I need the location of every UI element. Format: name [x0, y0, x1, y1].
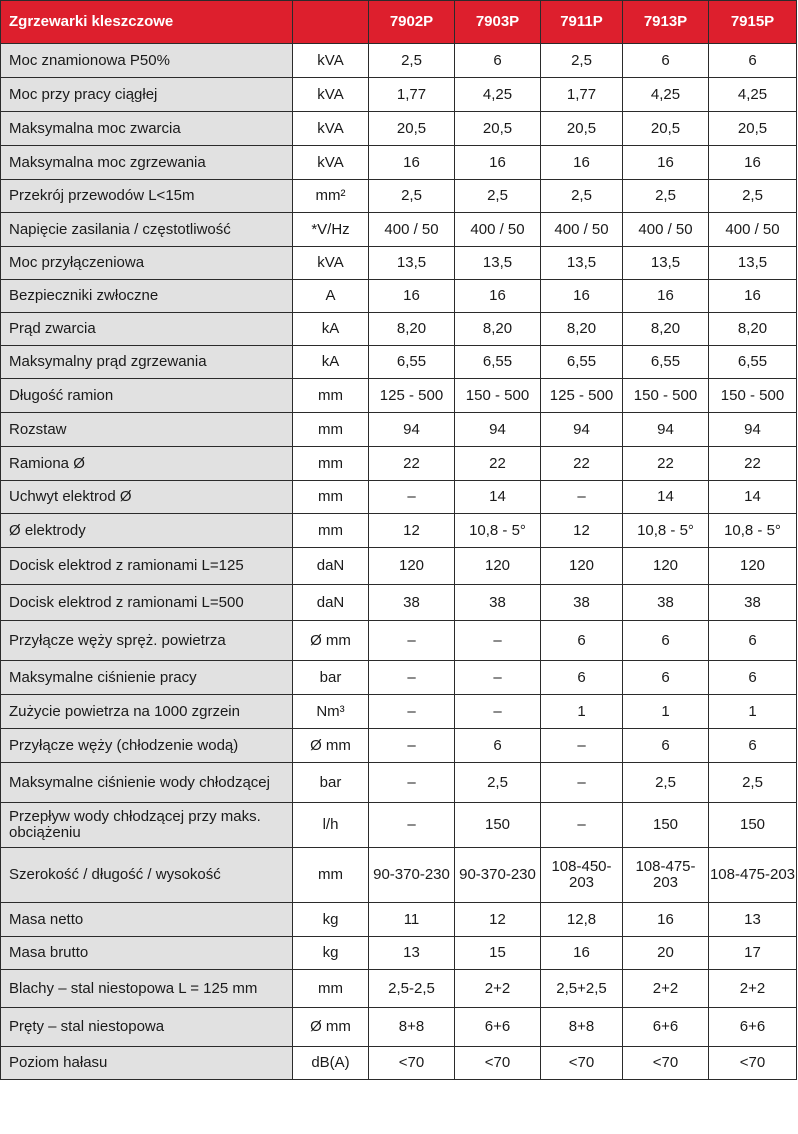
- table-row: [1, 903, 797, 937]
- value-cell: 2,5+2,5: [541, 970, 623, 1008]
- row-label: Zużycie powietrza na 1000 zgrzein: [1, 695, 293, 729]
- value-cell: –: [369, 481, 455, 514]
- value-cell: 20,5: [369, 112, 455, 146]
- value-cell: 2,5: [369, 180, 455, 213]
- row-unit: kA: [293, 313, 369, 346]
- value-cell: –: [541, 481, 623, 514]
- value-cell: 94: [455, 413, 541, 447]
- row-label: Moc znamionowa P50%: [1, 44, 293, 78]
- row-label: Bezpieczniki zwłoczne: [1, 280, 293, 313]
- row-unit: daN: [293, 548, 369, 585]
- value-cell: 16: [541, 937, 623, 970]
- value-cell: 150: [623, 803, 709, 848]
- model-header: 7902P: [369, 1, 455, 44]
- value-cell: 1,77: [541, 78, 623, 112]
- value-cell: 6,55: [709, 346, 797, 379]
- row-label: Docisk elektrod z ramionami L=125: [1, 548, 293, 585]
- value-cell: 6: [455, 729, 541, 763]
- value-cell: 22: [369, 447, 455, 481]
- value-cell: <70: [623, 1047, 709, 1080]
- value-cell: 6: [709, 729, 797, 763]
- row-unit: kVA: [293, 247, 369, 280]
- row-label: Poziom hałasu: [1, 1047, 293, 1080]
- value-cell: 8+8: [369, 1008, 455, 1047]
- table-row: [1, 313, 797, 346]
- value-cell: 12,8: [541, 903, 623, 937]
- value-cell: 12: [455, 903, 541, 937]
- value-cell: 6: [623, 44, 709, 78]
- value-cell: 17: [709, 937, 797, 970]
- unit-column-header: [293, 1, 369, 44]
- value-cell: 108-475-203: [709, 848, 797, 903]
- row-label: Przekrój przewodów L<15m: [1, 180, 293, 213]
- value-cell: 90-370-230: [455, 848, 541, 903]
- row-label: Napięcie zasilania / częstotliwość: [1, 213, 293, 247]
- value-cell: 6: [709, 661, 797, 695]
- value-cell: 16: [455, 146, 541, 180]
- table-row: [1, 803, 797, 848]
- table-row: [1, 1047, 797, 1080]
- value-cell: 16: [709, 280, 797, 313]
- value-cell: 90-370-230: [369, 848, 455, 903]
- row-unit: Nm³: [293, 695, 369, 729]
- value-cell: 16: [541, 280, 623, 313]
- value-cell: 14: [455, 481, 541, 514]
- value-cell: 16: [369, 280, 455, 313]
- value-cell: 150: [455, 803, 541, 848]
- row-unit: Ø mm: [293, 621, 369, 661]
- row-label: Maksymalne ciśnienie wody chłodzącej: [1, 763, 293, 803]
- value-cell: 16: [709, 146, 797, 180]
- value-cell: 6,55: [623, 346, 709, 379]
- value-cell: 4,25: [709, 78, 797, 112]
- value-cell: 22: [541, 447, 623, 481]
- row-unit: kVA: [293, 146, 369, 180]
- value-cell: 6: [541, 661, 623, 695]
- row-label: Rozstaw: [1, 413, 293, 447]
- row-label: Pręty – stal niestopowa: [1, 1008, 293, 1047]
- value-cell: 2,5: [541, 44, 623, 78]
- value-cell: 400 / 50: [709, 213, 797, 247]
- row-label: Blachy – stal niestopowa L = 125 mm: [1, 970, 293, 1008]
- table-row: [1, 695, 797, 729]
- row-unit: dB(A): [293, 1047, 369, 1080]
- value-cell: –: [369, 763, 455, 803]
- row-unit: bar: [293, 661, 369, 695]
- row-unit: kVA: [293, 112, 369, 146]
- row-label: Ø elektrody: [1, 514, 293, 548]
- value-cell: 400 / 50: [455, 213, 541, 247]
- row-label: Prąd zwarcia: [1, 313, 293, 346]
- table-row: [1, 379, 797, 413]
- value-cell: 11: [369, 903, 455, 937]
- value-cell: –: [369, 695, 455, 729]
- table-row: [1, 213, 797, 247]
- value-cell: –: [541, 729, 623, 763]
- value-cell: 400 / 50: [369, 213, 455, 247]
- model-header: 7915P: [709, 1, 797, 44]
- row-unit: kg: [293, 903, 369, 937]
- value-cell: 20: [623, 937, 709, 970]
- value-cell: 8,20: [455, 313, 541, 346]
- value-cell: 2,5-2,5: [369, 970, 455, 1008]
- value-cell: 13,5: [623, 247, 709, 280]
- row-label: Maksymalne ciśnienie pracy: [1, 661, 293, 695]
- value-cell: 16: [623, 146, 709, 180]
- value-cell: 6+6: [455, 1008, 541, 1047]
- row-label: Szerokość / długość / wysokość: [1, 848, 293, 903]
- header-row: [1, 1, 797, 44]
- row-unit: kA: [293, 346, 369, 379]
- value-cell: 1: [623, 695, 709, 729]
- value-cell: 2,5: [541, 180, 623, 213]
- value-cell: 38: [541, 585, 623, 621]
- value-cell: 16: [623, 903, 709, 937]
- row-unit: Ø mm: [293, 1008, 369, 1047]
- value-cell: 150: [709, 803, 797, 848]
- table-row: [1, 146, 797, 180]
- value-cell: 20,5: [709, 112, 797, 146]
- table-row: [1, 247, 797, 280]
- value-cell: 6: [455, 44, 541, 78]
- value-cell: 6+6: [623, 1008, 709, 1047]
- row-unit: kVA: [293, 78, 369, 112]
- value-cell: 13,5: [541, 247, 623, 280]
- table-row: [1, 180, 797, 213]
- value-cell: 6,55: [455, 346, 541, 379]
- row-unit: mm: [293, 481, 369, 514]
- row-label: Długość ramion: [1, 379, 293, 413]
- value-cell: 13,5: [455, 247, 541, 280]
- value-cell: 108-450-203: [541, 848, 623, 903]
- value-cell: 2,5: [709, 763, 797, 803]
- row-unit: kg: [293, 937, 369, 970]
- model-header: 7903P: [455, 1, 541, 44]
- row-unit: A: [293, 280, 369, 313]
- value-cell: 14: [709, 481, 797, 514]
- value-cell: –: [369, 621, 455, 661]
- value-cell: 6: [541, 621, 623, 661]
- value-cell: 6: [709, 44, 797, 78]
- value-cell: <70: [455, 1047, 541, 1080]
- value-cell: 6+6: [709, 1008, 797, 1047]
- value-cell: <70: [541, 1047, 623, 1080]
- row-unit: l/h: [293, 803, 369, 848]
- value-cell: 13: [709, 903, 797, 937]
- row-unit: mm: [293, 848, 369, 903]
- row-label: Masa brutto: [1, 937, 293, 970]
- row-unit: bar: [293, 763, 369, 803]
- row-label: Maksymalna moc zwarcia: [1, 112, 293, 146]
- value-cell: 150 - 500: [623, 379, 709, 413]
- row-label: Masa netto: [1, 903, 293, 937]
- value-cell: –: [369, 661, 455, 695]
- value-cell: 2,5: [455, 180, 541, 213]
- value-cell: 6,55: [541, 346, 623, 379]
- value-cell: 2,5: [623, 763, 709, 803]
- row-label: Moc przy pracy ciągłej: [1, 78, 293, 112]
- row-unit: mm²: [293, 180, 369, 213]
- value-cell: 10,8 - 5°: [455, 514, 541, 548]
- table-row: [1, 1008, 797, 1047]
- value-cell: 4,25: [623, 78, 709, 112]
- value-cell: –: [541, 803, 623, 848]
- table-row: [1, 447, 797, 481]
- value-cell: 16: [623, 280, 709, 313]
- value-cell: 400 / 50: [541, 213, 623, 247]
- row-unit: mm: [293, 447, 369, 481]
- value-cell: 16: [541, 146, 623, 180]
- value-cell: 16: [369, 146, 455, 180]
- value-cell: 1: [709, 695, 797, 729]
- row-unit: mm: [293, 970, 369, 1008]
- row-label: Przepływ wody chłodzącej przy maks. obciążeniu: [1, 803, 293, 848]
- value-cell: 6,55: [369, 346, 455, 379]
- value-cell: –: [455, 695, 541, 729]
- row-label: Przyłącze węży (chłodzenie wodą): [1, 729, 293, 763]
- value-cell: 6: [623, 661, 709, 695]
- value-cell: 1: [541, 695, 623, 729]
- table-row: [1, 621, 797, 661]
- value-cell: 14: [623, 481, 709, 514]
- table-row: [1, 729, 797, 763]
- value-cell: 108-475-203: [623, 848, 709, 903]
- value-cell: 38: [455, 585, 541, 621]
- value-cell: 94: [709, 413, 797, 447]
- table-row: [1, 661, 797, 695]
- row-unit: Ø mm: [293, 729, 369, 763]
- value-cell: 2+2: [709, 970, 797, 1008]
- value-cell: 120: [369, 548, 455, 585]
- value-cell: 6: [623, 729, 709, 763]
- value-cell: 15: [455, 937, 541, 970]
- value-cell: 125 - 500: [541, 379, 623, 413]
- table-row: [1, 763, 797, 803]
- row-label: Maksymalna moc zgrzewania: [1, 146, 293, 180]
- table-row: [1, 78, 797, 112]
- value-cell: 400 / 50: [623, 213, 709, 247]
- value-cell: 12: [541, 514, 623, 548]
- value-cell: 12: [369, 514, 455, 548]
- value-cell: 2+2: [623, 970, 709, 1008]
- table-title: Zgrzewarki kleszczowe: [1, 1, 293, 44]
- value-cell: –: [541, 763, 623, 803]
- value-cell: 2,5: [623, 180, 709, 213]
- value-cell: 20,5: [455, 112, 541, 146]
- value-cell: 1,77: [369, 78, 455, 112]
- row-label: Przyłącze węży spręż. powietrza: [1, 621, 293, 661]
- value-cell: 22: [623, 447, 709, 481]
- value-cell: 120: [709, 548, 797, 585]
- value-cell: 10,8 - 5°: [623, 514, 709, 548]
- row-label: Maksymalny prąd zgrzewania: [1, 346, 293, 379]
- value-cell: 38: [623, 585, 709, 621]
- table-row: [1, 937, 797, 970]
- value-cell: 120: [455, 548, 541, 585]
- value-cell: 8,20: [709, 313, 797, 346]
- table-row: [1, 413, 797, 447]
- row-unit: kVA: [293, 44, 369, 78]
- value-cell: 22: [709, 447, 797, 481]
- table-row: [1, 280, 797, 313]
- row-unit: daN: [293, 585, 369, 621]
- row-unit: *V/Hz: [293, 213, 369, 247]
- value-cell: 16: [455, 280, 541, 313]
- value-cell: <70: [369, 1047, 455, 1080]
- table-row: [1, 112, 797, 146]
- value-cell: 150 - 500: [709, 379, 797, 413]
- value-cell: –: [369, 803, 455, 848]
- value-cell: 125 - 500: [369, 379, 455, 413]
- value-cell: 22: [455, 447, 541, 481]
- value-cell: –: [455, 661, 541, 695]
- value-cell: 13,5: [709, 247, 797, 280]
- table-row: [1, 346, 797, 379]
- table-row: [1, 481, 797, 514]
- value-cell: 38: [709, 585, 797, 621]
- value-cell: 2,5: [709, 180, 797, 213]
- value-cell: 10,8 - 5°: [709, 514, 797, 548]
- table-row: [1, 514, 797, 548]
- model-header: 7913P: [623, 1, 709, 44]
- value-cell: 20,5: [623, 112, 709, 146]
- value-cell: 13: [369, 937, 455, 970]
- row-label: Moc przyłączeniowa: [1, 247, 293, 280]
- model-header: 7911P: [541, 1, 623, 44]
- value-cell: 8,20: [623, 313, 709, 346]
- value-cell: 2,5: [369, 44, 455, 78]
- value-cell: 94: [623, 413, 709, 447]
- value-cell: 8,20: [369, 313, 455, 346]
- value-cell: 38: [369, 585, 455, 621]
- table-row: [1, 548, 797, 585]
- value-cell: 150 - 500: [455, 379, 541, 413]
- value-cell: 6: [623, 621, 709, 661]
- value-cell: –: [455, 621, 541, 661]
- value-cell: 120: [541, 548, 623, 585]
- value-cell: <70: [709, 1047, 797, 1080]
- row-unit: mm: [293, 514, 369, 548]
- value-cell: 120: [623, 548, 709, 585]
- value-cell: –: [369, 729, 455, 763]
- value-cell: 94: [369, 413, 455, 447]
- row-label: Uchwyt elektrod Ø: [1, 481, 293, 514]
- table-row: [1, 970, 797, 1008]
- value-cell: 2+2: [455, 970, 541, 1008]
- value-cell: 13,5: [369, 247, 455, 280]
- value-cell: 94: [541, 413, 623, 447]
- value-cell: 2,5: [455, 763, 541, 803]
- value-cell: 6: [709, 621, 797, 661]
- value-cell: 4,25: [455, 78, 541, 112]
- row-unit: mm: [293, 379, 369, 413]
- table-row: [1, 848, 797, 903]
- row-unit: mm: [293, 413, 369, 447]
- value-cell: 20,5: [541, 112, 623, 146]
- row-label: Docisk elektrod z ramionami L=500: [1, 585, 293, 621]
- value-cell: 8+8: [541, 1008, 623, 1047]
- value-cell: 8,20: [541, 313, 623, 346]
- row-label: Ramiona Ø: [1, 447, 293, 481]
- table-row: [1, 585, 797, 621]
- table-row: [1, 44, 797, 78]
